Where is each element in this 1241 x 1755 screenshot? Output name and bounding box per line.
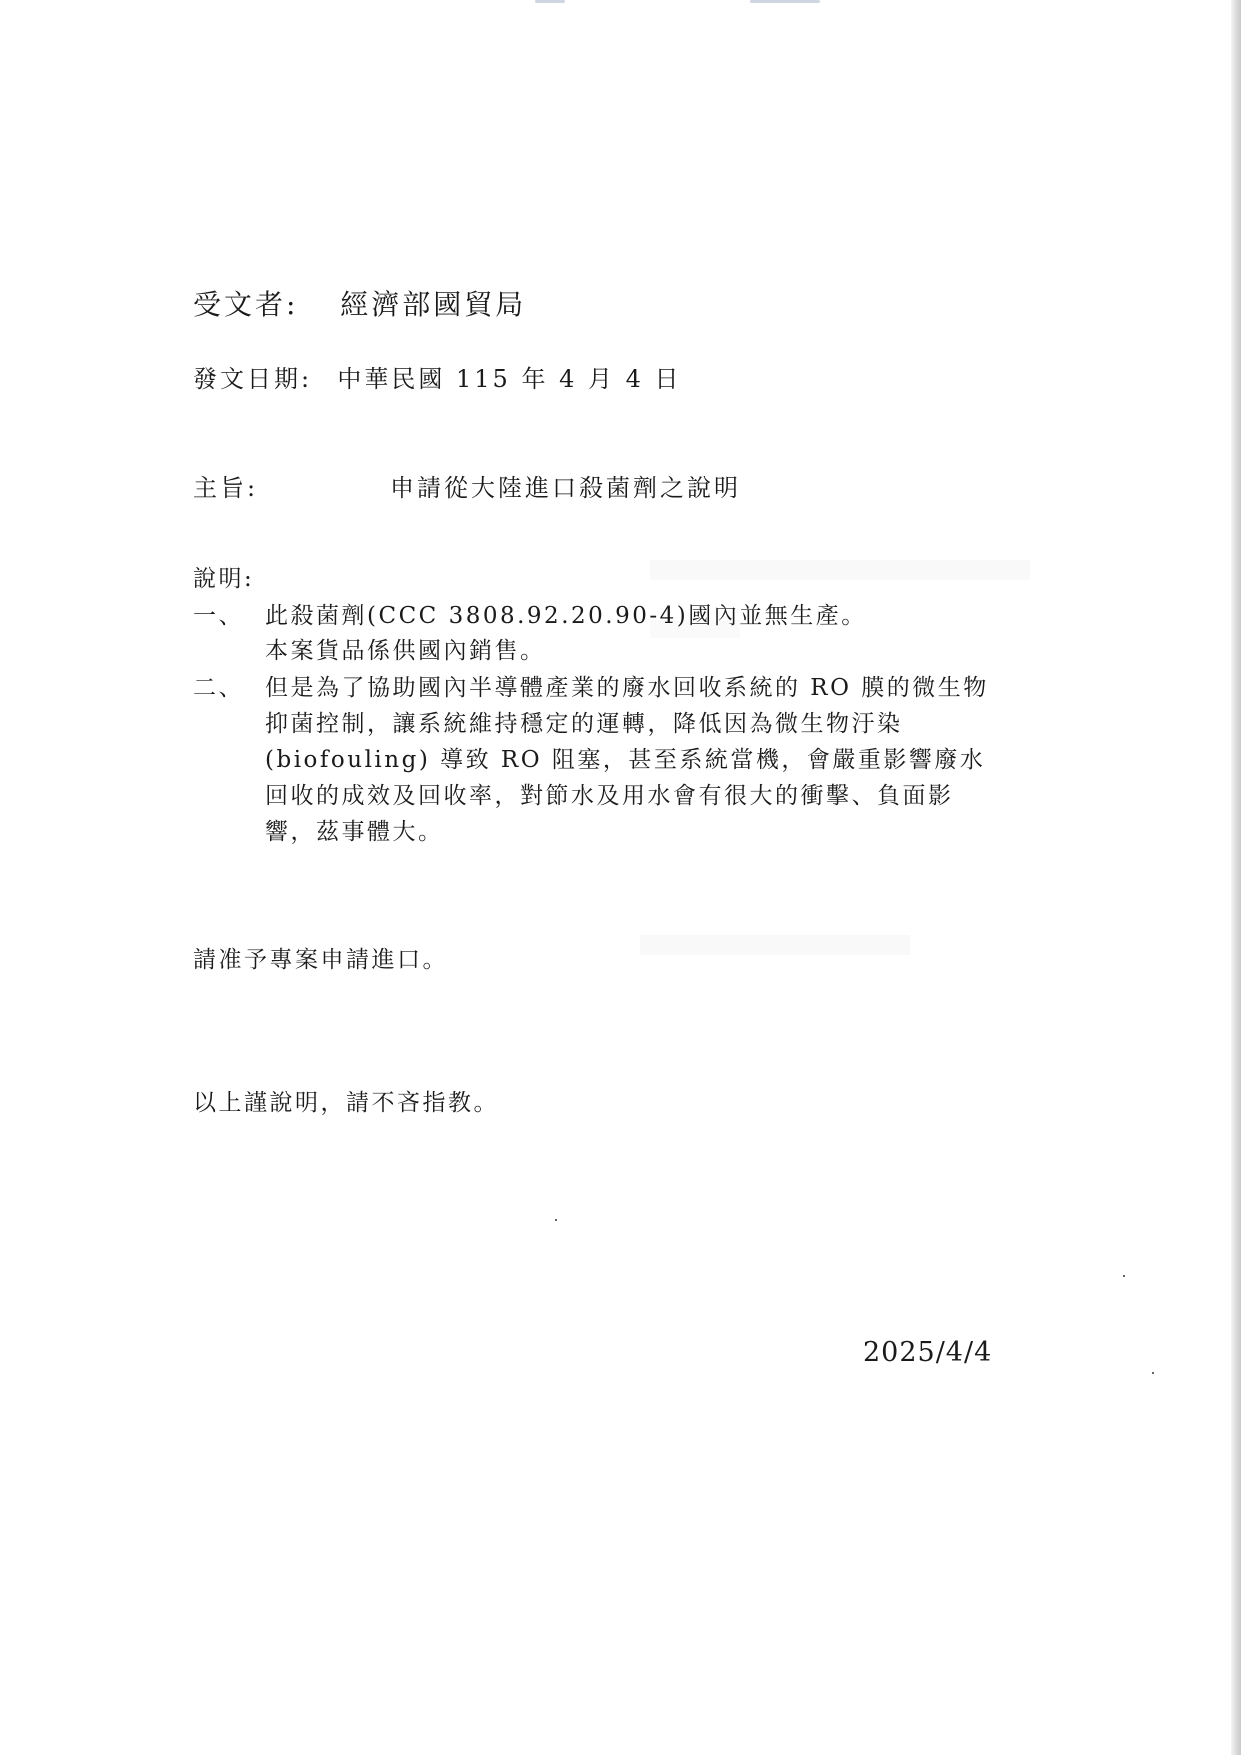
issue-date-line bbox=[193, 359, 682, 394]
signature-date: 2025/4/4 bbox=[863, 1337, 993, 1368]
bleed-through-mark bbox=[650, 560, 1030, 580]
recipient-value: 經濟部國貿局 bbox=[340, 288, 527, 321]
subject-value: 申請從大陸進口殺菌劑之說明 bbox=[390, 474, 741, 502]
closing-text: 以上謹說明，請不吝指教。 bbox=[193, 1090, 499, 1116]
item-2-line-1: 但是為了協助國內半導體產業的廢水回收系統的 RO 膜的微生物 bbox=[265, 675, 989, 701]
item-1-line-2: 本案貨品係供國內銷售。 bbox=[265, 638, 546, 664]
issue-date-value: 中華民國 115 年 4 月 4 日 bbox=[337, 365, 682, 393]
scan-smudge bbox=[750, 0, 820, 3]
recipient-line bbox=[193, 283, 526, 323]
item-2-line-2: 抑菌控制，讓系統維持穩定的運轉，降低因為微生物汙染 bbox=[265, 711, 903, 737]
explanation-label: 說明: bbox=[193, 566, 255, 592]
subject-line bbox=[193, 468, 258, 503]
scan-edge-shadow bbox=[1231, 0, 1241, 1755]
subject-label: 主旨: bbox=[193, 474, 259, 502]
issue-date-label: 發文日期: bbox=[193, 365, 313, 393]
item-2-line-4: 回收的成效及回收率，對節水及用水會有很大的衝擊、負面影 bbox=[265, 783, 954, 809]
request-text: 請准予專案申請進口。 bbox=[193, 947, 448, 973]
item-2-line-3: (biofouling) 導致 RO 阻塞，甚至系統當機，會嚴重影響廢水 bbox=[265, 747, 986, 773]
item-2-line-5: 響，茲事體大。 bbox=[265, 819, 444, 845]
item-1-marker: 一、 bbox=[193, 603, 244, 629]
scan-speck bbox=[555, 1219, 557, 1221]
item-1-line-1: 此殺菌劑(CCC 3808.92.20.90-4)國內並無生產。 bbox=[265, 603, 867, 629]
item-2-marker: 二、 bbox=[193, 675, 244, 701]
bleed-through-mark bbox=[640, 935, 910, 955]
scan-speck bbox=[1152, 1372, 1154, 1374]
recipient-label: 受文者: bbox=[193, 288, 299, 321]
scan-smudge bbox=[535, 0, 565, 3]
scan-speck bbox=[1123, 1275, 1125, 1277]
